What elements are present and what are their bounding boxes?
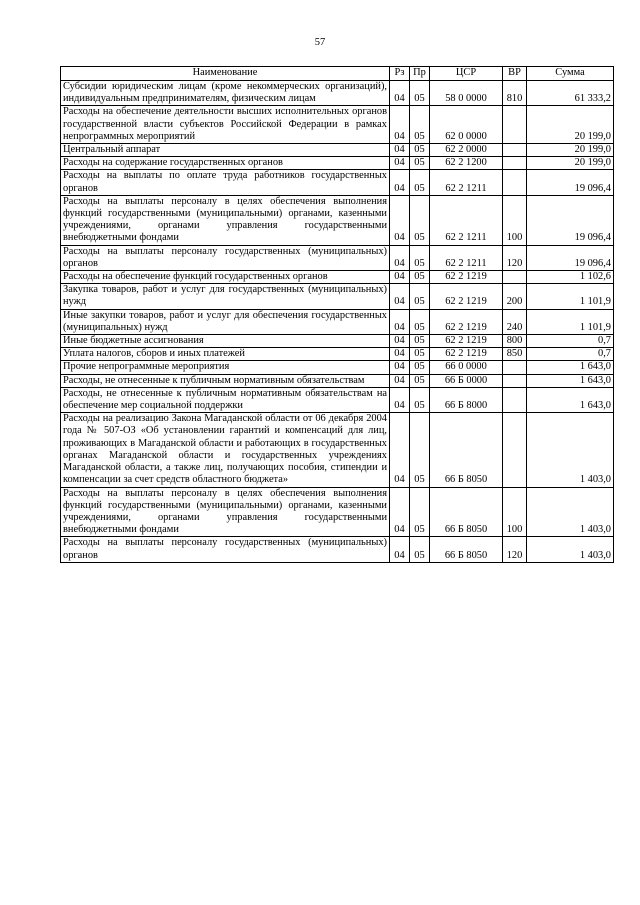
header-rz: Рз — [390, 67, 410, 81]
row-csr: 62 2 1211 — [430, 245, 503, 270]
table-row — [61, 361, 614, 374]
table-row — [61, 374, 614, 387]
row-sum: 1 102,6 — [527, 271, 614, 284]
table-row — [61, 413, 614, 487]
row-vr — [503, 413, 527, 487]
row-pr: 05 — [410, 387, 430, 412]
row-rz: 04 — [390, 144, 410, 157]
row-name: Расходы на выплаты по оплате труда работников государственных органов — [61, 170, 390, 195]
row-name: Закупка товаров, работ и услуг для государственных (муниципальных) нужд — [61, 284, 390, 309]
header-name: Наименование — [61, 67, 390, 81]
row-sum: 20 199,0 — [527, 157, 614, 170]
row-csr: 62 2 1219 — [430, 309, 503, 334]
row-vr — [503, 387, 527, 412]
row-vr — [503, 157, 527, 170]
row-name: Расходы на выплаты персоналу государственных (муниципальных) органов — [61, 245, 390, 270]
table-row — [61, 81, 614, 106]
row-sum: 19 096,4 — [527, 170, 614, 195]
row-sum: 1 643,0 — [527, 374, 614, 387]
table-row — [61, 144, 614, 157]
row-name: Субсидии юридическим лицам (кроме некоммерческих организаций), индивидуальным предпринимателям, физическим лицам — [61, 81, 390, 106]
row-pr: 05 — [410, 361, 430, 374]
table-row — [61, 487, 614, 537]
row-name: Расходы на реализацию Закона Магаданской области от 06 декабря 2004 года № 507-ОЗ «Об установлении гарантий и компенсаций для лиц, проживающих в Магаданской области и работающих в государственных органах Магаданской области и государственных учреждениях Магаданской области, а также лиц, получающих пособия, стипендии и компенсации за счет средств областного бюджета» — [61, 413, 390, 487]
header-pr: Пр — [410, 67, 430, 81]
row-csr: 62 2 1211 — [430, 170, 503, 195]
header-csr: ЦСР — [430, 67, 503, 81]
row-rz: 04 — [390, 413, 410, 487]
row-pr: 05 — [410, 157, 430, 170]
table-row — [61, 106, 614, 144]
row-name: Расходы на выплаты персоналу в целях обеспечения выполнения функций государственными (муниципальными) органами, казенными учреждениями, органами управления государственными внебюджетными фондами — [61, 195, 390, 245]
row-sum: 61 333,2 — [527, 81, 614, 106]
row-sum: 1 403,0 — [527, 487, 614, 537]
row-csr: 66 0 0000 — [430, 361, 503, 374]
row-sum: 1 643,0 — [527, 387, 614, 412]
row-csr: 66 Б 8050 — [430, 537, 503, 562]
table-row — [61, 335, 614, 348]
row-vr: 810 — [503, 81, 527, 106]
row-pr: 05 — [410, 374, 430, 387]
row-csr: 62 2 0000 — [430, 144, 503, 157]
row-csr: 62 2 1219 — [430, 348, 503, 361]
row-pr: 05 — [410, 537, 430, 562]
row-csr: 62 2 1219 — [430, 271, 503, 284]
row-rz: 04 — [390, 271, 410, 284]
row-csr: 66 Б 8000 — [430, 387, 503, 412]
row-csr: 62 2 1219 — [430, 284, 503, 309]
row-sum: 20 199,0 — [527, 106, 614, 144]
row-pr: 05 — [410, 144, 430, 157]
row-csr: 62 2 1200 — [430, 157, 503, 170]
table-row — [61, 387, 614, 412]
row-rz: 04 — [390, 245, 410, 270]
table-row — [61, 170, 614, 195]
row-pr: 05 — [410, 348, 430, 361]
row-sum: 0,7 — [527, 348, 614, 361]
page-number: 57 — [314, 37, 326, 48]
table-row — [61, 348, 614, 361]
row-name: Расходы на обеспечение деятельности высших исполнительных органов государственной власти субъектов Российской Федерации в рамках непрограммных мероприятий — [61, 106, 390, 144]
row-csr: 62 2 1219 — [430, 335, 503, 348]
row-rz: 04 — [390, 170, 410, 195]
row-sum: 0,7 — [527, 335, 614, 348]
row-sum: 19 096,4 — [527, 245, 614, 270]
row-name: Центральный аппарат — [61, 144, 390, 157]
row-pr: 05 — [410, 335, 430, 348]
row-pr: 05 — [410, 170, 430, 195]
row-pr: 05 — [410, 245, 430, 270]
row-vr — [503, 271, 527, 284]
row-vr: 120 — [503, 245, 527, 270]
table-header-row — [61, 67, 614, 81]
row-rz: 04 — [390, 537, 410, 562]
table-row — [61, 271, 614, 284]
row-rz: 04 — [390, 348, 410, 361]
row-pr: 05 — [410, 413, 430, 487]
header-sum: Сумма — [527, 67, 614, 81]
row-rz: 04 — [390, 106, 410, 144]
table-row — [61, 157, 614, 170]
row-vr: 100 — [503, 195, 527, 245]
row-vr — [503, 144, 527, 157]
header-vr: ВР — [503, 67, 527, 81]
row-sum: 1 403,0 — [527, 537, 614, 562]
row-name: Прочие непрограммные мероприятия — [61, 361, 390, 374]
row-vr: 200 — [503, 284, 527, 309]
row-rz: 04 — [390, 284, 410, 309]
row-rz: 04 — [390, 335, 410, 348]
row-sum: 1 643,0 — [527, 361, 614, 374]
row-name: Расходы, не отнесенные к публичным нормативным обязательствам — [61, 374, 390, 387]
row-rz: 04 — [390, 387, 410, 412]
row-csr: 66 Б 0000 — [430, 374, 503, 387]
row-csr: 58 0 0000 — [430, 81, 503, 106]
row-name: Уплата налогов, сборов и иных платежей — [61, 348, 390, 361]
row-pr: 05 — [410, 284, 430, 309]
row-csr: 66 Б 8050 — [430, 487, 503, 537]
row-rz: 04 — [390, 361, 410, 374]
table-row — [61, 309, 614, 334]
row-pr: 05 — [410, 81, 430, 106]
row-vr — [503, 170, 527, 195]
row-name: Иные бюджетные ассигнования — [61, 335, 390, 348]
row-csr: 62 2 1211 — [430, 195, 503, 245]
row-rz: 04 — [390, 309, 410, 334]
row-rz: 04 — [390, 157, 410, 170]
row-name: Расходы на выплаты персоналу государственных (муниципальных) органов — [61, 537, 390, 562]
row-pr: 05 — [410, 271, 430, 284]
row-vr — [503, 106, 527, 144]
row-rz: 04 — [390, 195, 410, 245]
row-vr: 850 — [503, 348, 527, 361]
table-row — [61, 284, 614, 309]
table-row — [61, 195, 614, 245]
row-name: Расходы на выплаты персоналу в целях обеспечения выполнения функций государственными (муниципальными) органами, казенными учреждениями, органами управления государственными внебюджетными фондами — [61, 487, 390, 537]
row-name: Расходы на содержание государственных органов — [61, 157, 390, 170]
row-name: Расходы на обеспечение функций государственных органов — [61, 271, 390, 284]
table-row — [61, 537, 614, 562]
row-vr — [503, 361, 527, 374]
row-sum: 19 096,4 — [527, 195, 614, 245]
row-vr — [503, 374, 527, 387]
row-pr: 05 — [410, 106, 430, 144]
row-pr: 05 — [410, 487, 430, 537]
row-sum: 1 403,0 — [527, 413, 614, 487]
row-vr: 100 — [503, 487, 527, 537]
row-pr: 05 — [410, 309, 430, 334]
row-vr: 800 — [503, 335, 527, 348]
row-csr: 66 Б 8050 — [430, 413, 503, 487]
row-sum: 20 199,0 — [527, 144, 614, 157]
budget-table — [60, 66, 614, 563]
row-rz: 04 — [390, 81, 410, 106]
row-csr: 62 0 0000 — [430, 106, 503, 144]
row-sum: 1 101,9 — [527, 284, 614, 309]
row-name: Расходы, не отнесенные к публичным нормативным обязательствам на обеспечение мер социальной поддержки — [61, 387, 390, 412]
row-name: Иные закупки товаров, работ и услуг для обеспечения государственных (муниципальных) нужд — [61, 309, 390, 334]
row-rz: 04 — [390, 487, 410, 537]
row-pr: 05 — [410, 195, 430, 245]
row-vr: 240 — [503, 309, 527, 334]
table-row — [61, 245, 614, 270]
row-sum: 1 101,9 — [527, 309, 614, 334]
row-vr: 120 — [503, 537, 527, 562]
row-rz: 04 — [390, 374, 410, 387]
